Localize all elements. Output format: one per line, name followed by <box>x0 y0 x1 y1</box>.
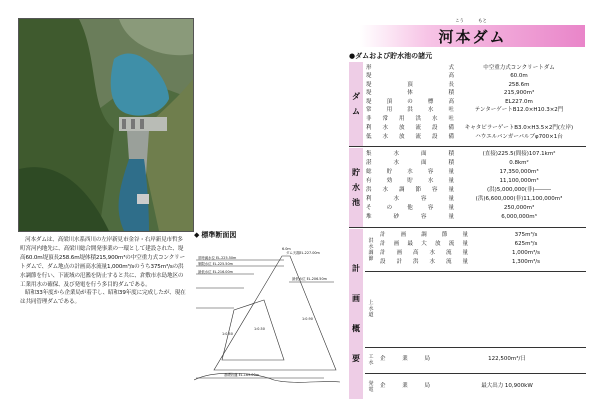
label-foundation: 基礎岩盤 EL.169.00m <box>224 373 259 377</box>
label-min-water: 最低水位 EL.216.00m <box>198 270 233 274</box>
label-slope-1: 1:0.90 <box>302 317 313 321</box>
spec-group-dam <box>349 62 586 147</box>
title-banner <box>360 25 585 47</box>
spec-row: 常用洪水吐 テンターゲートB12.0×H10.3×2門 <box>366 107 564 113</box>
subcategory-flood-control: 洪 水 調 節 <box>368 238 374 262</box>
title-ruby-1: こう <box>455 19 464 24</box>
spec-row: 計画高水流量 1,000m³/s <box>380 250 541 256</box>
spec-group-plan <box>349 229 586 399</box>
category-plan: 計 画 概 要 <box>349 229 363 399</box>
label-slope-2: 1:0.50 <box>254 327 265 331</box>
spec-row: 湛水面積 0.8km² <box>366 160 529 166</box>
spec-group-reservoir <box>349 148 586 228</box>
spec-row: 企業局 最大出力 10,900kW <box>380 383 533 389</box>
spec-row: 計画最大放流量 625m³/s <box>380 241 538 247</box>
intro-paragraph-1: 河本ダムは、高梁川水系西川の左岸新見市金谷・右岸新見市哲多町宮河内地先に、高梁川総合開発事業の一環として建設された、堤高60.0m堤頂長258.6m堤体積215,900m³の中空重力式コンクリートダムで、ダム地点の計画高水流量1,000m³/sのうち375m³/sの洪水調節を行い、下流域の氾濫を防止すると共に、倉敷市水島地区の工業用水の確保、及び発電を行う多目的ダムである。 <box>20 237 186 288</box>
label-limit-water: 制限水位 EL.225.50m <box>198 262 233 266</box>
cross-section-title: 標準断面図 <box>201 231 237 239</box>
subcategory-industrial-water: 工 水 <box>368 354 374 366</box>
spec-row: その他容量 250,000m³ <box>366 205 535 211</box>
spec-row: 堤頂の標高 EL227.0m <box>366 99 533 105</box>
label-min-water-2: 最低水位 EL.206.50m <box>292 277 327 281</box>
category-reservoir: 貯 水 池 <box>349 148 363 227</box>
spec-row: 洪水調節容量 (洪)5,000,000(非)――― <box>366 187 552 193</box>
spec-row: 有効貯水量 11,100,000m³ <box>366 178 539 184</box>
square-bullet-icon: ◆ <box>194 231 200 239</box>
spec-row: 堆砂容量 6,000,000m³ <box>366 214 537 220</box>
category-dam: ダ ム <box>349 62 363 146</box>
spec-row: 堤体積 215,900m³ <box>366 90 535 96</box>
spec-row <box>380 305 584 312</box>
spec-row: 計画調節量 375m³/s <box>380 232 538 238</box>
spec-row: 総貯水容量 17,350,000m³ <box>366 169 539 175</box>
intro-text <box>20 236 186 307</box>
intro-paragraph-2: 昭和33年度から企業局が着手し、昭和39年度に完成したが、現在は共同管理ダムである。 <box>20 290 186 306</box>
divider <box>365 347 586 348</box>
label-slope-3: 1:0.50 <box>222 332 233 336</box>
divider <box>365 271 586 272</box>
spec-row: 非常用洪水吐 <box>366 116 454 122</box>
spec-row: 集水面積 (直接)225.5(間接)107.1km² <box>366 151 556 157</box>
spec-row: 企業局 122,500m³/日 <box>380 356 526 362</box>
spec-row: 低水放流設備 ハウエルバンガーバルブφ700×1台 <box>366 134 563 140</box>
spec-row: 堤頂長 258.6m <box>366 82 530 88</box>
subcategory-power: 発 電 <box>368 380 374 393</box>
spec-row: 堤高 60.0m <box>366 73 528 79</box>
page-title: 河本ダム <box>438 27 507 46</box>
cross-section-heading <box>194 230 340 240</box>
label-dam-crest: ダム天端EL.227.00m <box>286 251 320 255</box>
spec-row: 利水放流設備 キャタピラーゲートB3.0×H3.5×2門(左岸) <box>366 125 574 131</box>
spec-row: 利水容量 (洪)6,600,000(非)11,100,000m³ <box>366 196 563 202</box>
cross-section <box>194 230 340 406</box>
cross-section-drawing <box>194 240 340 400</box>
subcategory-water-supply: 上 水 道 <box>368 300 374 318</box>
title-ruby-2: もと <box>478 19 487 24</box>
label-crest-width: 6.0m <box>282 247 291 251</box>
spec-row: 設計洪水流量 1,300m³/s <box>380 259 541 265</box>
spec-table <box>349 62 586 401</box>
spec-subtitle: ●ダムおよび貯水池の諸元 <box>349 52 433 60</box>
label-normal-water: 常時満水位 EL.225.50m <box>198 256 237 260</box>
dam-photo <box>18 18 194 232</box>
divider <box>365 373 586 374</box>
spec-row: 形式 中空重力式コンクリートダム <box>366 65 555 71</box>
